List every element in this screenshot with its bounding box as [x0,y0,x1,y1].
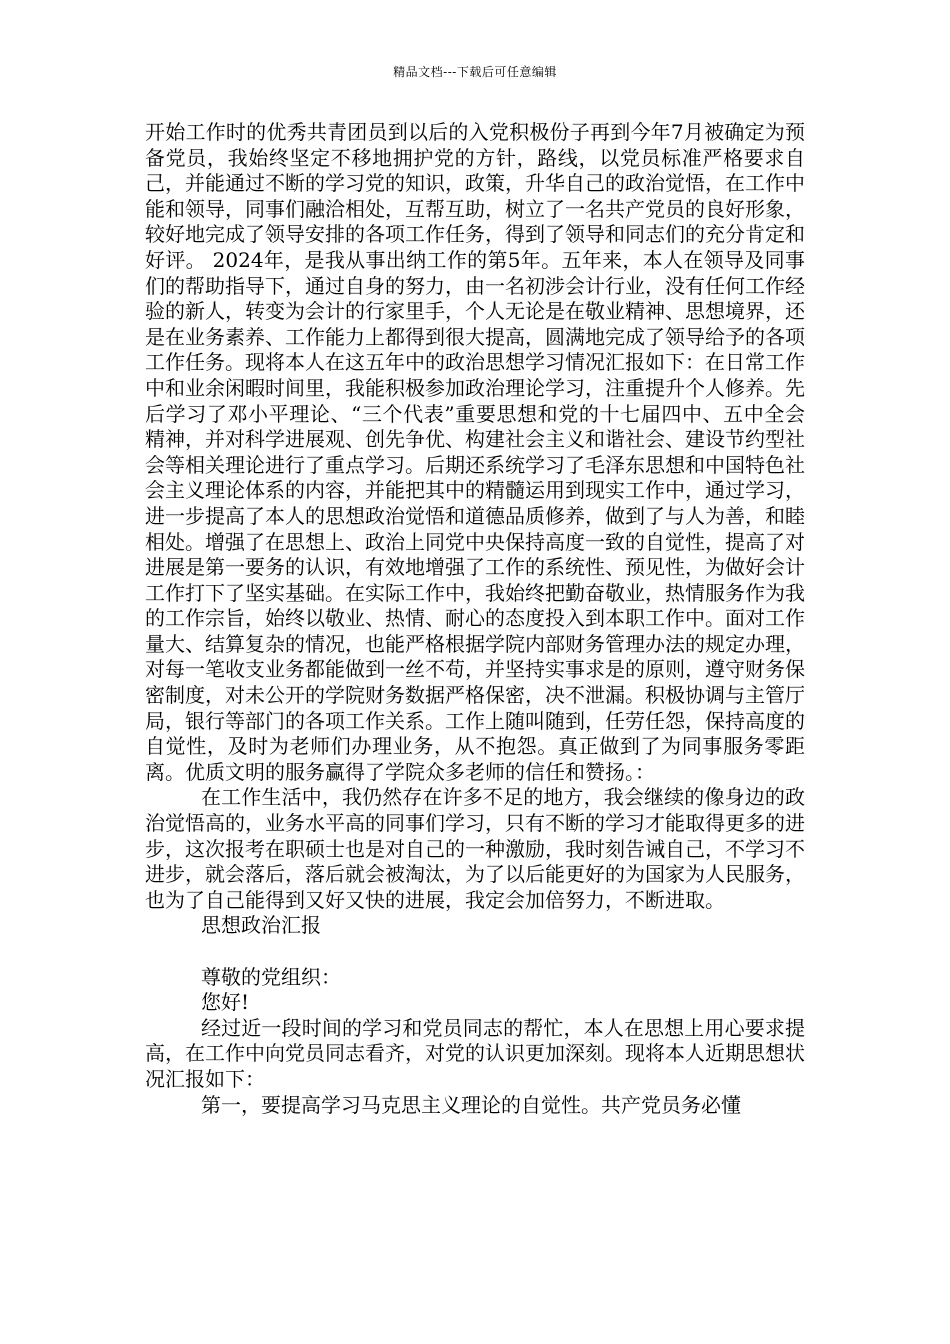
section-title: 思想政治汇报 [201,913,321,938]
blank-line [145,939,805,965]
document-body [145,120,805,1118]
paragraph-2: 在工作生活中，我仍然存在许多不足的地方，我会继续的像身边的政治觉悟高的，业务水平高的同事们学习，只有不断的学习才能取得更多的进步，这次报考在职硕士也是对自己的一种激励，我时刻告诫自己，不学习不进步，就会落后，落后就会被淘汰，为了以后能更好的为国家为人民服务，也为了自己能得到又好又快的进展，我定会加倍努力，不断进取。 [145,785,805,912]
salutation: 尊敬的党组织： [201,964,341,989]
paragraph-3: 经过近一段时间的学习和党员同志的帮忙，本人在思想上用心要求提高，在工作中向党员同志看齐，对党的认识更加深刻。现将本人近期思想状况汇报如下： [145,1015,805,1091]
paragraph-4: 第一，要提高学习马克思主义理论的自觉性。共产党员务必懂 [201,1092,741,1117]
greeting: 您好! [201,990,250,1015]
page-header: 精品文档---下载后可任意编辑 [393,65,557,79]
paragraph-1: 开始工作时的优秀共青团员到以后的入党积极份子再到今年7月被确定为预备党员，我始终坚定不移地拥护党的方针，路线，以党员标准严格要求自己，并能通过不断的学习党的知识，政策，升华自己的政治觉悟，在工作中能和领导，同事们融洽相处，互帮互助，树立了一名共产党员的良好形象，较好地完成了领导安排的各项工作任务，得到了领导和同志们的充分肯定和好评。 2024年，是我从事出纳工作的第5年。五年来，本人在领导及同事们的帮助指导下，通过自身的努力，由一名初涉会计行业，没有任何工作经验的新人，转变为会计的行家里手，个人无论是在敬业精神、思想境界，还是在业务素养、工作能力上都得到很大提高，圆满地完成了领导给予的各项工作任务。现将本人在这五年中的政治思想学习情况汇报如下：在日常工作中和业余闲暇时间里，我能积极参加政治理论学习，注重提升个人修养。先后学习了邓小平理论、“三个代表”重要思想和党的十七届四中、五中全会精神，并对科学进展观、创先争优、构建社会主义和谐社会、建设节约型社会等相关理论进行了重点学习。后期还系统学习了毛泽东思想和中国特色社会主义理论体系的内容，并能把其中的精髓运用到现实工作中，通过学习，进一步提高了本人的思想政治觉悟和道德品质修养，做到了与人为善，和睦相处。增强了在思想上、政治上同党中央保持高度一致的自觉性，提高了对进展是第一要务的认识，有效地增强了工作的系统性、预见性，为做好会计工作打下了坚实基础。在实际工作中，我始终把勤奋敬业，热情服务作为我的工作宗旨，始终以敬业、热情、耐心的态度投入到本职工作中。面对工作量大、结算复杂的情况，也能严格根据学院内部财务管理办法的规定办理，对每一笔收支业务都能做到一丝不苟，并坚持实事求是的原则，遵守财务保密制度，对未公开的学院财务数据严格保密，决不泄漏。积极协调与主管厅局，银行等部门的各项工作关系。工作上随叫随到，任劳任怨，保持高度的自觉性，及时为老师们办理业务，从不抱怨。真正做到了为同事服务零距离。优质文明的服务赢得了学院众多老师的信任和赞扬。： [145,120,805,784]
